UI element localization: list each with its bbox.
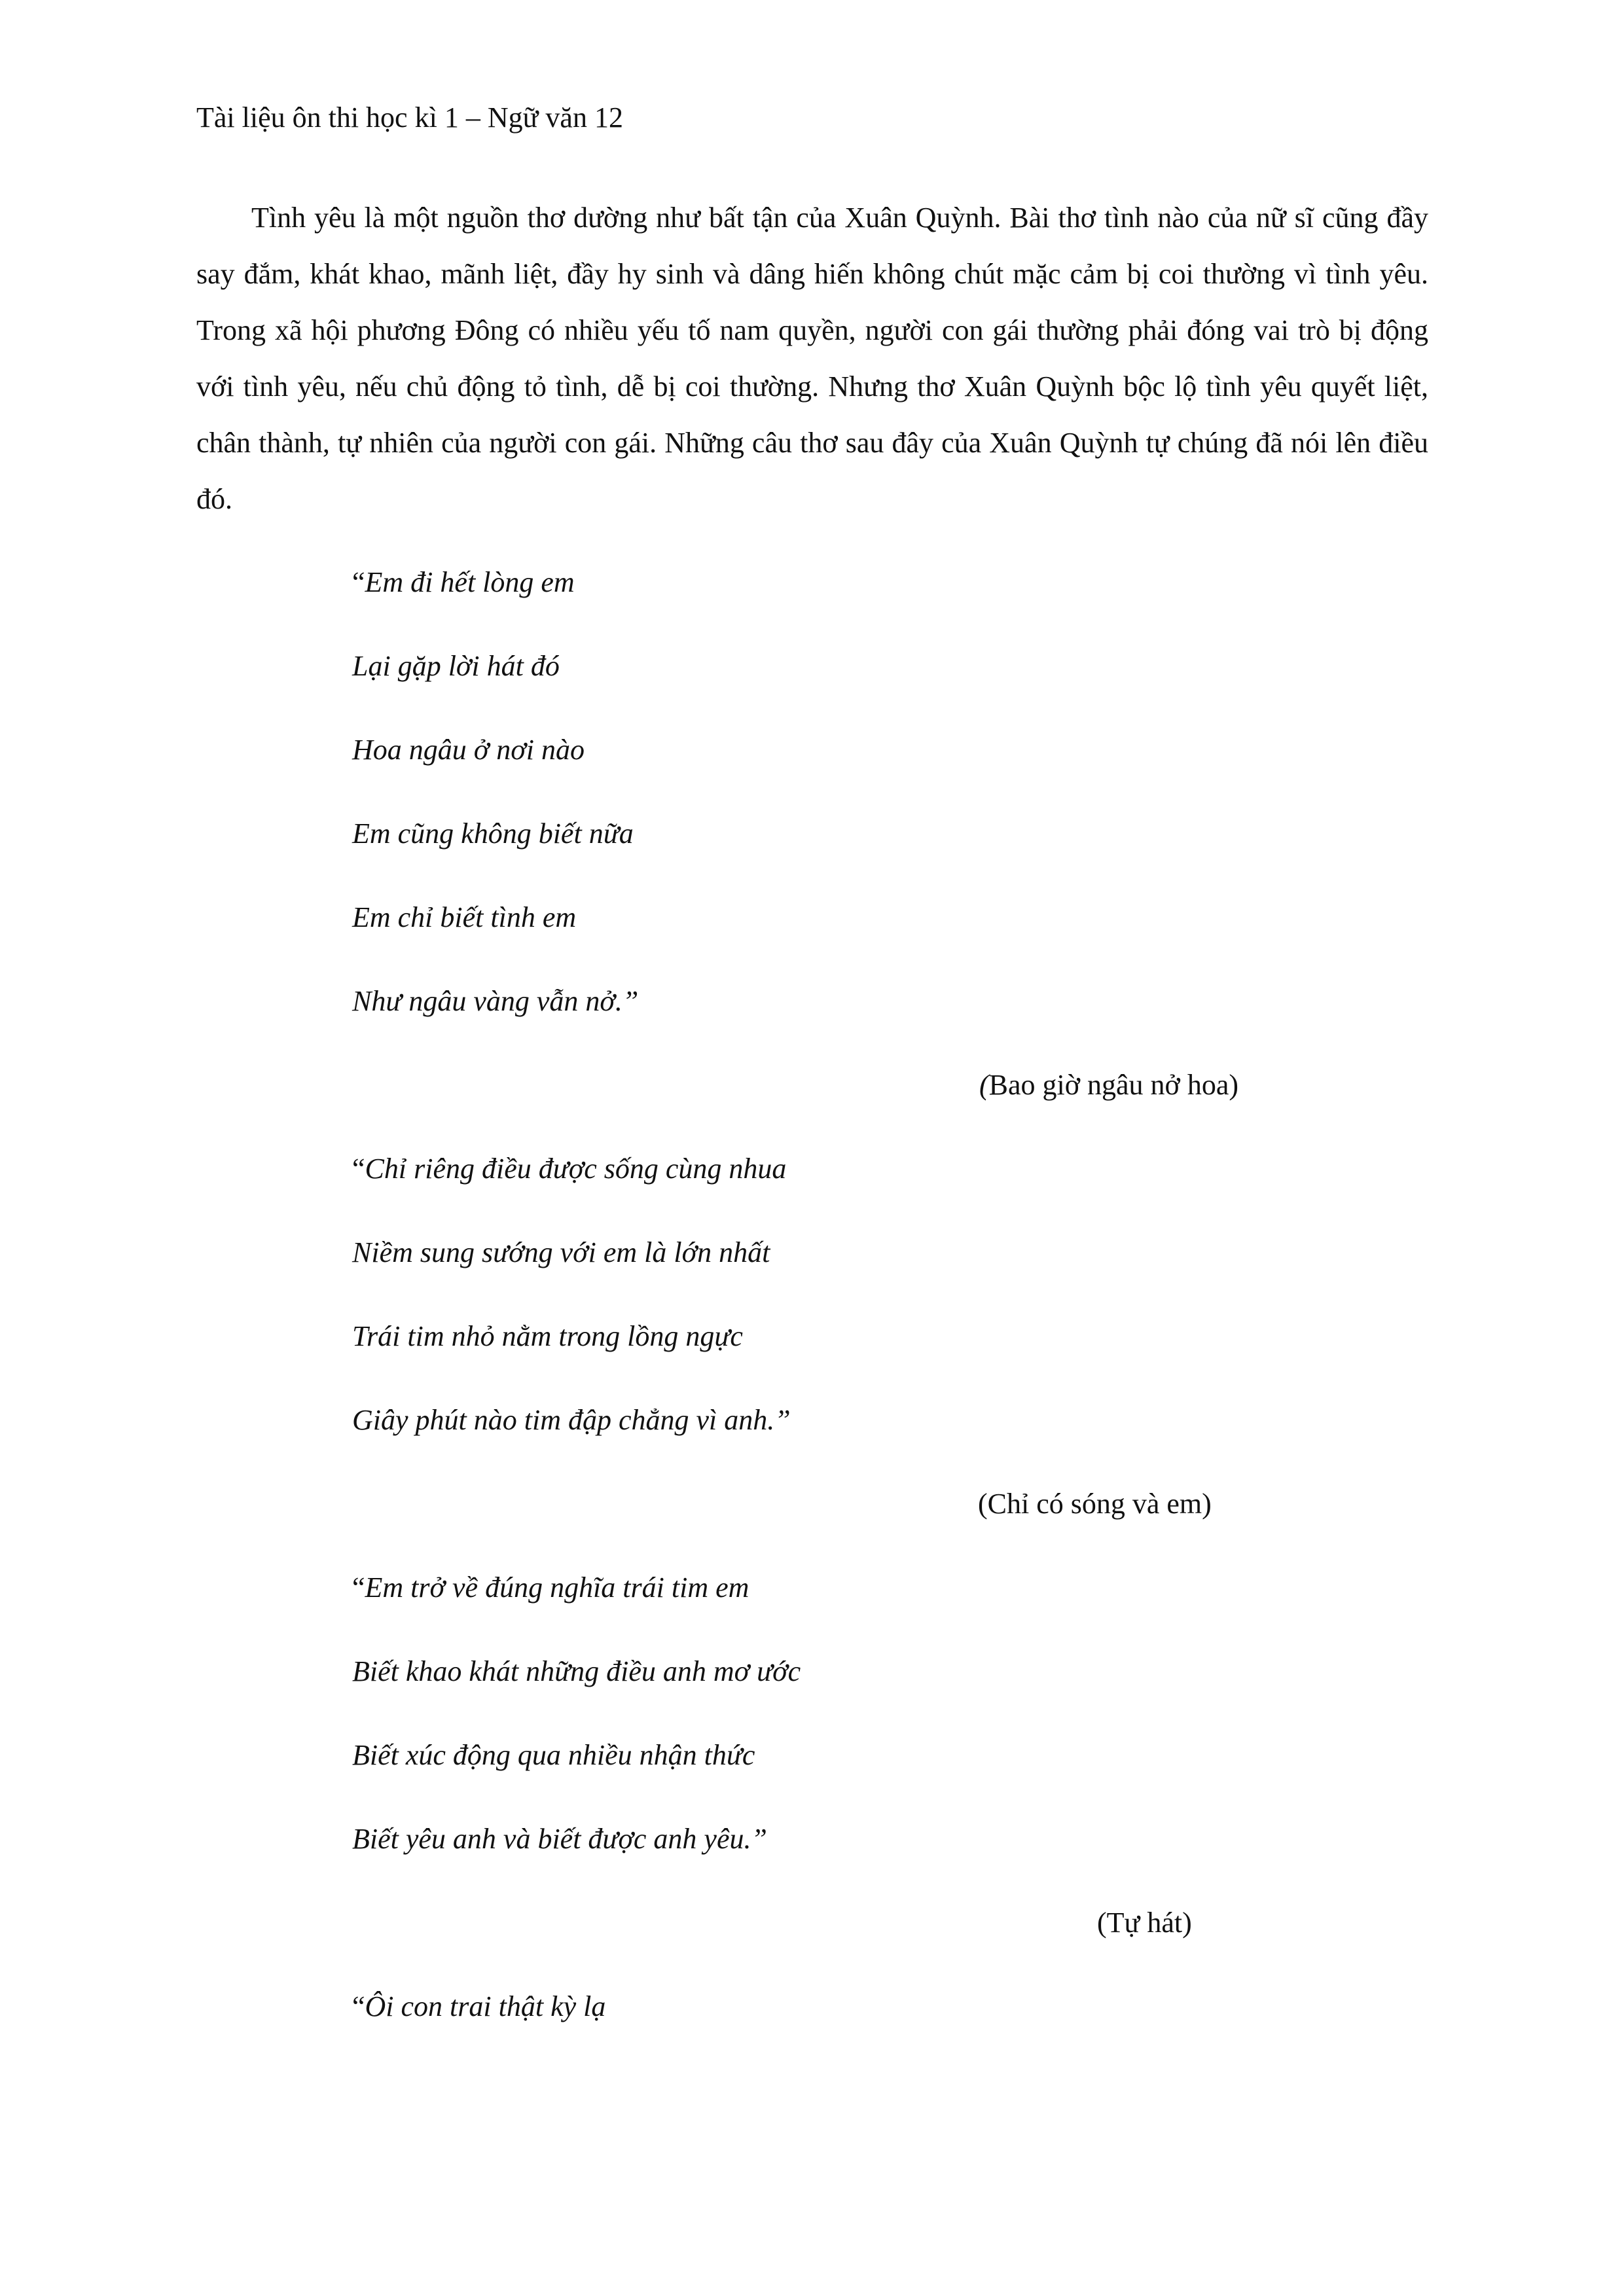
- open-quote: “: [352, 1571, 365, 1604]
- poem-line: Biết yêu anh và biết được anh yêu.”: [352, 1823, 767, 1855]
- poem-line: Giây phút nào tim đập chẳng vì anh.”: [352, 1404, 791, 1436]
- poem-source: (Chỉ có sóng và em): [978, 1488, 1212, 1520]
- poem-line: Biết xúc động qua nhiều nhận thức: [352, 1739, 755, 1771]
- poem-line: “Em trở về đúng nghĩa trái tim em: [352, 1571, 749, 1604]
- open-quote: “: [352, 1153, 365, 1185]
- poem-source: (Tự hát): [1097, 1907, 1192, 1939]
- poem-line: Em cũng không biết nữa: [352, 817, 634, 850]
- poem-line: Trái tim nhỏ nằm trong lồng ngực: [352, 1320, 743, 1352]
- open-quote: “: [352, 566, 365, 598]
- poem-line: Như ngâu vàng vẫn nở.”: [352, 985, 639, 1017]
- poem-line: Em chỉ biết tình em: [352, 901, 577, 933]
- poem-line: Hoa ngâu ở nơi nào: [352, 734, 585, 766]
- poem-line: “Chỉ riêng điều được sống cùng nhua: [352, 1153, 787, 1185]
- poem-line: Lại gặp lời hát đó: [352, 650, 560, 682]
- poem-source: (Bao giờ ngâu nở hoa): [979, 1069, 1239, 1101]
- intro-paragraph: Tình yêu là một nguồn thơ dường như bất tận của Xuân Quỳnh. Bài thơ tình nào của nữ sĩ cũng đầy say đắm, khát khao, mãnh liệt, đầy hy sinh và dâng hiến không chút mặc cảm bị coi thường vì tình yêu. Trong xã hội phương Đông có nhiều yếu tố nam quyền, người con gái thường phải đóng vai trò bị động với tình yêu, nếu chủ động tỏ tình, dễ bị coi thường. Nhưng thơ Xuân Quỳnh bộc lộ tình yêu quyết liệt, chân thành, tự nhiên của người con gái. Những câu thơ sau đây của Xuân Quỳnh tự chúng đã nói lên điều đó.: [196, 202, 1428, 515]
- poem-line: “Em đi hết lòng em: [352, 566, 575, 598]
- poem-line: “Ôi con trai thật kỳ lạ: [352, 1990, 606, 2022]
- open-quote: “: [352, 1990, 365, 2022]
- poem-line: Biết khao khát những điều anh mơ ước: [352, 1655, 801, 1687]
- page-header: Tài liệu ôn thi học kì 1 – Ngữ văn 12: [196, 101, 623, 134]
- poem-line: Niềm sung sướng với em là lớn nhất: [352, 1236, 770, 1268]
